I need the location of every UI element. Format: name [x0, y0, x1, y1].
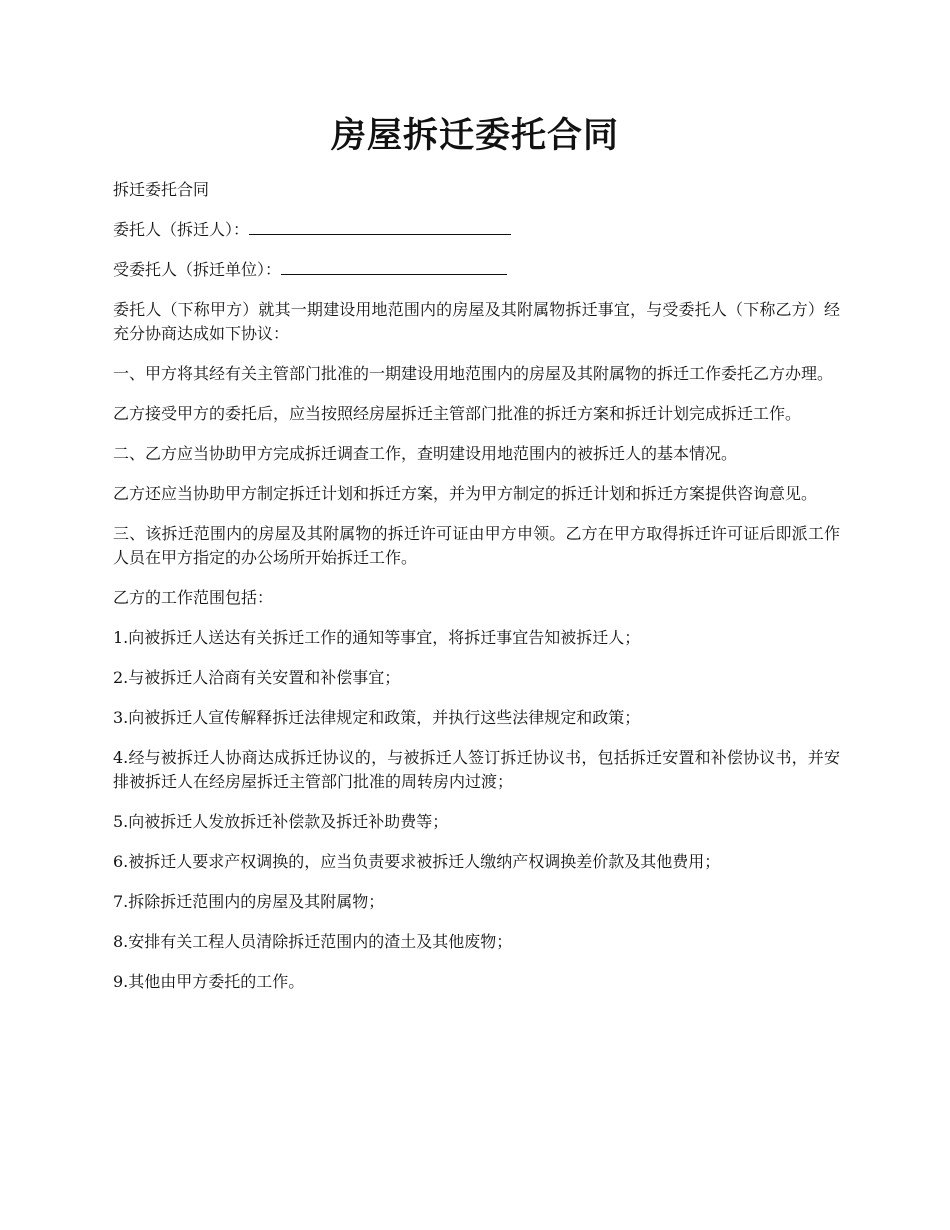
clause-3: 三、该拆迁范围内的房屋及其附属物的拆迁许可证由甲方申领。乙方在甲方取得拆迁许可证后即派工作人员在甲方指定的办公场所开始拆迁工作。 — [113, 524, 840, 567]
principal-label: 委托人（拆迁人）： — [113, 220, 250, 239]
document-title: 房屋拆迁委托合同 — [330, 116, 619, 156]
work-item-7: 7.拆除拆迁范围内的房屋及其附属物； — [113, 892, 385, 911]
principal-blank-field[interactable] — [249, 218, 511, 235]
document-subtitle: 拆迁委托合同 — [113, 180, 210, 199]
work-item-4: 4.经与被拆迁人协商达成拆迁协议的，与被拆迁人签订拆迁协议书，包括拆迁安置和补偿协议书，并安排被拆迁人在经房屋拆迁主管部门批准的周转房内过渡； — [113, 748, 840, 791]
clause-1: 一、甲方将其经有关主管部门批准的一期建设用地范围内的房屋及其附属物的拆迁工作委托乙方办理。 — [113, 364, 834, 383]
work-item-3: 3.向被拆迁人宣传解释拆迁法律规定和政策，并执行这些法律规定和政策； — [113, 708, 641, 727]
clause-2: 二、乙方应当协助甲方完成拆迁调查工作，查明建设用地范围内的被拆迁人的基本情况。 — [113, 444, 738, 463]
work-item-5: 5.向被拆迁人发放拆迁补偿款及拆迁补助费等； — [113, 812, 449, 831]
work-item-1: 1.向被拆迁人送达有关拆迁工作的通知等事宜，将拆迁事宜告知被拆迁人； — [113, 628, 641, 647]
work-item-8: 8.安排有关工程人员清除拆迁范围内的渣土及其他废物； — [113, 932, 513, 951]
agent-label: 受委托人（拆迁单位）： — [113, 260, 282, 279]
agent-line — [113, 258, 840, 282]
document-body — [113, 178, 840, 1010]
work-scope-heading: 乙方的工作范围包括： — [113, 588, 274, 607]
work-item-9: 9.其他由甲方委托的工作。 — [113, 972, 305, 991]
agent-blank-field[interactable] — [281, 258, 507, 275]
work-item-2: 2.与被拆迁人洽商有关安置和补偿事宜； — [113, 668, 401, 687]
intro-paragraph: 委托人（下称甲方）就其一期建设用地范围内的房屋及其附属物拆迁事宜，与受委托人（下称乙方）经充分协商达成如下协议： — [113, 300, 840, 343]
clause-2-detail: 乙方还应当协助甲方制定拆迁计划和拆迁方案，并为甲方制定的拆迁计划和拆迁方案提供咨询意见。 — [113, 484, 818, 503]
principal-line — [113, 218, 840, 242]
clause-1-detail: 乙方接受甲方的委托后，应当按照经房屋拆迁主管部门批准的拆迁方案和拆迁计划完成拆迁工作。 — [113, 404, 802, 423]
work-item-6: 6.被拆迁人要求产权调换的，应当负责要求被拆迁人缴纳产权调换差价款及其他费用； — [113, 852, 721, 871]
